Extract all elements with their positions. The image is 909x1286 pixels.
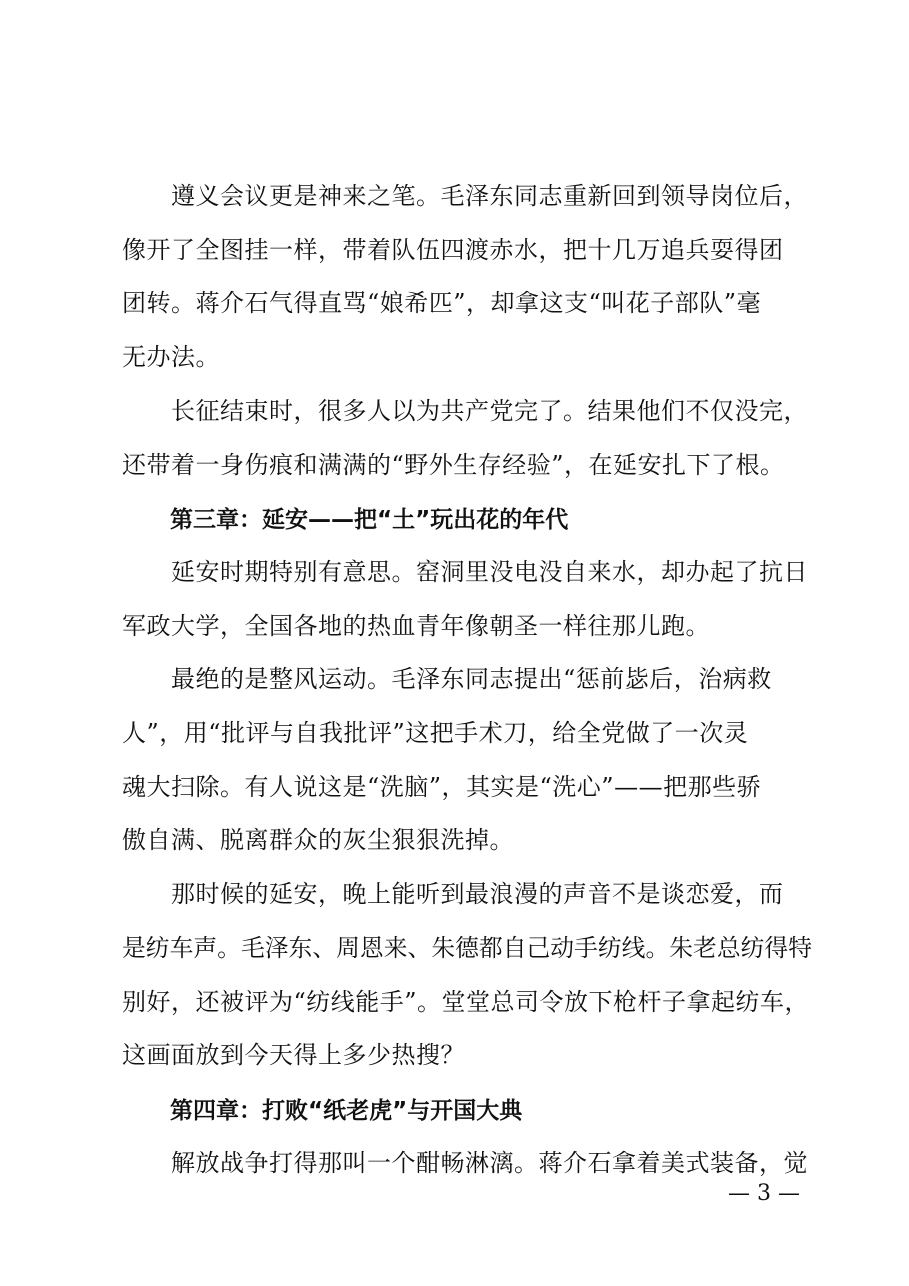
paragraph-line: 军政大学，全国各地的热血青年像朝圣一样往那儿跑。 bbox=[122, 611, 710, 640]
page-number: — 3 — bbox=[728, 1181, 800, 1206]
paragraph-line: 无办法。 bbox=[122, 343, 220, 372]
paragraph-line: 别好，还被评为“纺线能手”。堂堂总司令放下枪杆子拿起纺车， bbox=[122, 987, 810, 1016]
paragraph-line: 最绝的是整风运动。毛泽东同志提出“惩前毖后，治病救 bbox=[122, 665, 772, 694]
chapter-heading: 第三章：延安——把“土”玩出花的年代 bbox=[170, 507, 569, 534]
paragraph-line: 是纺车声。毛泽东、周恩来、朱德都自己动手纺线。朱老总纺得特 bbox=[122, 933, 813, 962]
paragraph-line: 这画面放到今天得上多少热搜？ bbox=[122, 1041, 465, 1070]
paragraph-line: 遵义会议更是神来之笔。毛泽东同志重新回到领导岗位后， bbox=[122, 182, 808, 210]
paragraph-line: 那时候的延安，晚上能听到最浪漫的声音不是谈恋爱，而 bbox=[122, 880, 784, 909]
paragraph-line: 魂大扫除。有人说这是“洗脑”，其实是“洗心”——把那些骄 bbox=[122, 772, 762, 801]
paragraph-line: 团转。蒋介石气得直骂“娘希匹”，却拿这支“叫花子部队”毫 bbox=[122, 289, 762, 318]
paragraph-line: 还带着一身伤痕和满满的“野外生存经验”，在延安扎下了根。 bbox=[122, 450, 785, 479]
paragraph-line: 人”，用“批评与自我批评”这把手术刀，给全党做了一次灵 bbox=[122, 719, 749, 747]
paragraph-line: 延安时期特别有意思。窑洞里没电没自来水，却办起了抗日 bbox=[122, 557, 808, 586]
paragraph-line: 像开了全图挂一样，带着队伍四渡赤水，把十几万追兵耍得团 bbox=[122, 235, 784, 264]
paragraph-line: 解放战争打得那叫一个酣畅淋漓。蒋介石拿着美式装备，觉 bbox=[122, 1148, 808, 1177]
paragraph-line: 傲自满、脱离群众的灰尘狠狠洗掉。 bbox=[122, 826, 514, 855]
paragraph-line: 长征结束时，很多人以为共产党完了。结果他们不仅没完， bbox=[122, 396, 808, 425]
chapter-heading: 第四章：打败“纸老虎”与开国大典 bbox=[170, 1097, 523, 1124]
